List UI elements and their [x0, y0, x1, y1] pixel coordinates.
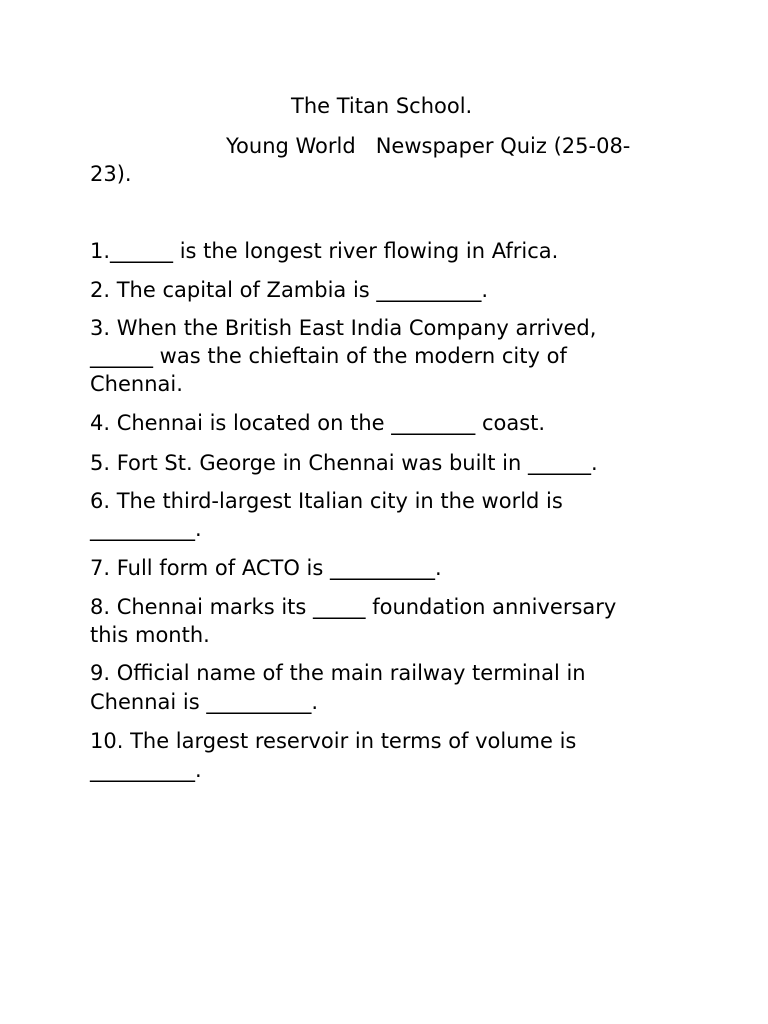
question-text: 8. Chennai marks its _____ foundation anniversary [90, 595, 617, 619]
question-text: __________. [90, 758, 202, 782]
question-text: 3. When the British East India Company arrived, [90, 316, 597, 340]
question-text: 5. Fort St. George in Chennai was built in ______. [90, 451, 598, 475]
question-text: 1.______ is the longest river flowing in Africa. [90, 239, 559, 263]
question-text: 7. Full form of ACTO is __________. [90, 556, 442, 580]
question-text: 9. Official name of the main railway terminal in [90, 661, 586, 685]
question-text: 6. The third-largest Italian city in the world is [90, 489, 563, 513]
quiz-title: Young World Newspaper Quiz (25-08- [226, 134, 631, 158]
question-text: 2. The capital of Zambia is __________. [90, 278, 489, 302]
question-text: 4. Chennai is located on the ________ coast. [90, 411, 546, 435]
school-name: The Titan School. [291, 94, 473, 118]
question-text: Chennai is __________. [90, 690, 319, 714]
question-text: ______ was the chieftain of the modern city of [90, 344, 567, 368]
question-text: __________. [90, 517, 202, 541]
question-text: Chennai. [90, 372, 183, 396]
question-text: 10. The largest reservoir in terms of volume is [90, 729, 577, 753]
quiz-title-continued: 23). [90, 162, 132, 186]
question-text: this month. [90, 623, 210, 647]
